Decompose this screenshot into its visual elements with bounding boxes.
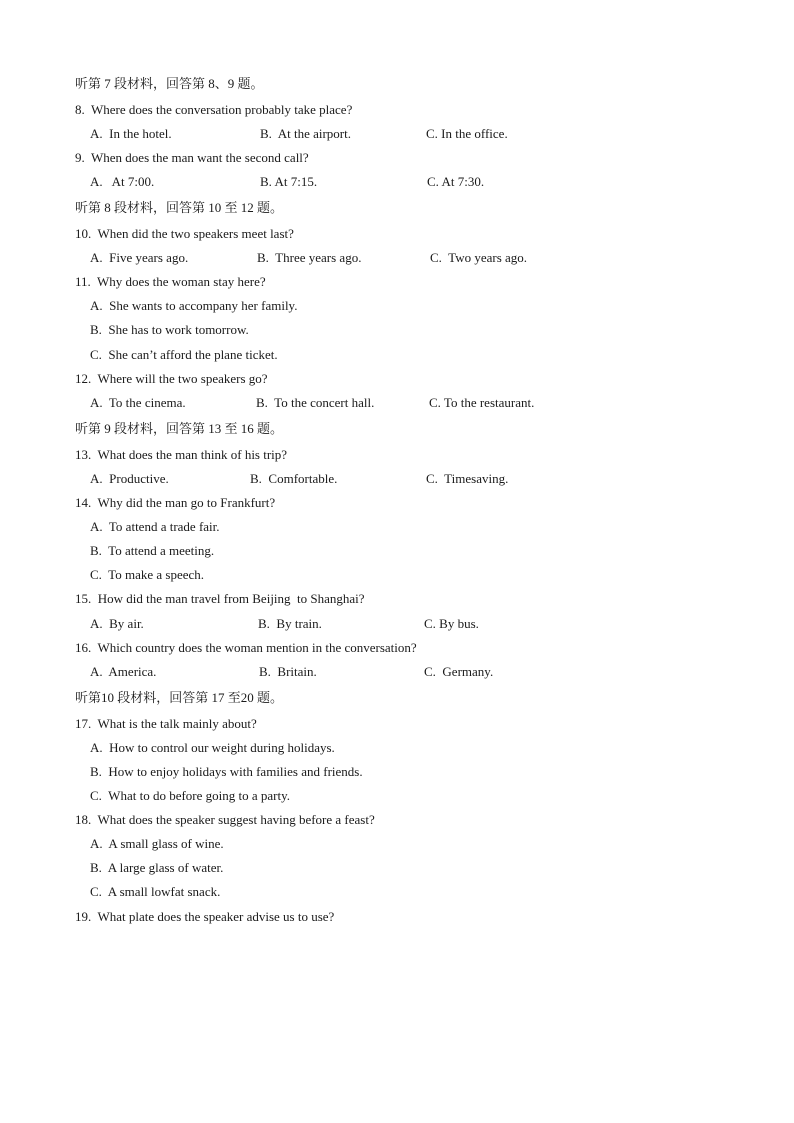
question-text: 17. What is the talk mainly about? xyxy=(75,716,257,731)
answer-option: C. Two years ago. xyxy=(430,250,528,265)
question-text: 13. What does the man think of his trip? xyxy=(75,447,288,462)
answer-option: C. Timesaving. xyxy=(426,471,509,486)
answer-option: B. At 7:15. xyxy=(260,174,318,189)
question-text: 18. What does the speaker suggest having before a feast? xyxy=(75,812,375,827)
answer-option: B. To the concert hall. xyxy=(256,395,375,410)
answer-option: A. At 7:00. xyxy=(90,174,155,189)
answer-option: A. By air. xyxy=(90,616,144,631)
question-text: 11. Why does the woman stay here? xyxy=(75,274,266,289)
answer-option: C. A small lowfat snack. xyxy=(90,884,221,899)
answer-option: A. To the cinema. xyxy=(90,395,186,410)
section-heading: 听第10 段材料，回答第 17 至20 题。 xyxy=(75,690,284,705)
answer-option: C. She can’t afford the plane ticket. xyxy=(90,347,278,362)
question-text: 15. How did the man travel from Beijing to Shanghai? xyxy=(75,591,365,606)
answer-option: B. Three years ago. xyxy=(257,250,362,265)
answer-option: A. Productive. xyxy=(90,471,169,486)
question-text: 16. Which country does the woman mention in the conversation? xyxy=(75,640,417,655)
answer-option: B. By train. xyxy=(258,616,322,631)
answer-option: A. How to control our weight during holidays. xyxy=(90,740,335,755)
section-heading: 听第 8 段材料，回答第 10 至 12 题。 xyxy=(75,200,284,215)
answer-option: C. To the restaurant. xyxy=(429,395,535,410)
answer-option: B. Comfortable. xyxy=(250,471,338,486)
answer-option: C. To make a speech. xyxy=(90,567,205,582)
answer-option: C. What to do before going to a party. xyxy=(90,788,291,803)
question-text: 12. Where will the two speakers go? xyxy=(75,371,268,386)
answer-option: A. A small glass of wine. xyxy=(90,836,224,851)
answer-option: C. Germany. xyxy=(424,664,494,679)
answer-option: C. At 7:30. xyxy=(427,174,485,189)
question-text: 19. What plate does the speaker advise us to use? xyxy=(75,909,335,924)
answer-option: B. At the airport. xyxy=(260,126,351,141)
question-text: 14. Why did the man go to Frankfurt? xyxy=(75,495,276,510)
answer-option: B. How to enjoy holidays with families and friends. xyxy=(90,764,363,779)
answer-option: A. In the hotel. xyxy=(90,126,172,141)
answer-option: B. A large glass of water. xyxy=(90,860,224,875)
answer-option: C. In the office. xyxy=(426,126,508,141)
answer-option: A. To attend a trade fair. xyxy=(90,519,220,534)
question-text: 8. Where does the conversation probably take place? xyxy=(75,102,353,117)
answer-option: A. Five years ago. xyxy=(90,250,189,265)
answer-option: C. By bus. xyxy=(424,616,479,631)
section-heading: 听第 7 段材料，回答第 8、9 题。 xyxy=(75,76,264,91)
section-heading: 听第 9 段材料，回答第 13 至 16 题。 xyxy=(75,421,284,436)
question-text: 10. When did the two speakers meet last? xyxy=(75,226,294,241)
answer-option: B. She has to work tomorrow. xyxy=(90,322,249,337)
question-text: 9. When does the man want the second call? xyxy=(75,150,309,165)
answer-option: B. To attend a meeting. xyxy=(90,543,215,558)
answer-option: A. America. xyxy=(90,664,157,679)
answer-option: A. She wants to accompany her family. xyxy=(90,298,298,313)
answer-option: B. Britain. xyxy=(259,664,317,679)
